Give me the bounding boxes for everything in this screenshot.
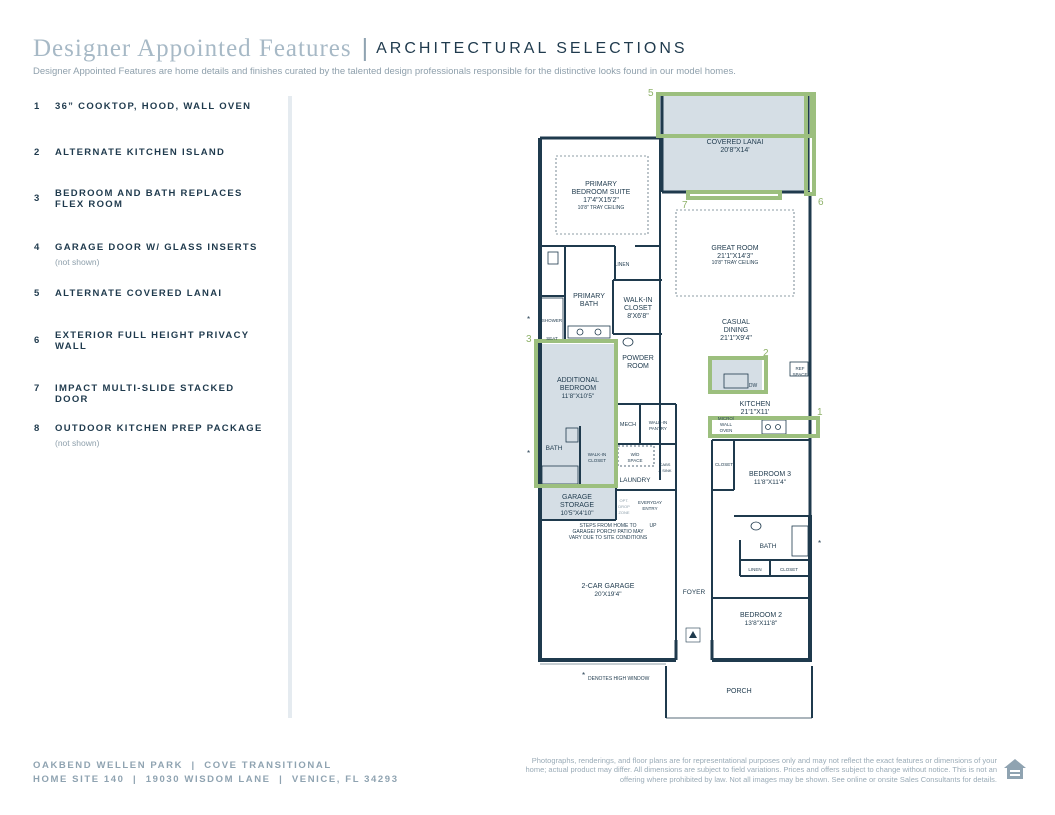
great-room-name: GREAT ROOM <box>711 245 759 252</box>
high-window-marker-3: * <box>818 539 822 548</box>
feature-label: EXTERIOR FULL HEIGHT PRIVACY WALL <box>55 330 250 352</box>
steps-note-line2: GARAGE/ PORCH/ PATIO MAY <box>572 529 644 535</box>
garage-name: 2-CAR GARAGE <box>581 583 635 590</box>
vertical-divider <box>288 96 292 718</box>
primary-suite-name2: BEDROOM SUITE <box>571 189 631 196</box>
primary-suite-dims: 17'4"X15'2" <box>583 197 619 204</box>
bedroom3-name: BEDROOM 3 <box>748 471 792 478</box>
feature-number: 8 <box>34 423 40 434</box>
callout-1: 1 <box>817 407 823 418</box>
walkin-closet2-name2: CLOSET <box>587 458 607 463</box>
powder-room-name2: ROOM <box>627 363 649 370</box>
garage-dims: 20'X19'4" <box>594 591 622 598</box>
foyer-label: FOYER <box>682 589 706 596</box>
walkin-closet-dims: 8'X6'8" <box>627 313 649 320</box>
garage-storage-name2: STORAGE <box>559 502 595 509</box>
micro-label: MICRO/ <box>717 416 735 421</box>
casual-dining-name2: DINING <box>723 327 749 334</box>
opt-drop-zone-name2: DROP <box>618 504 630 509</box>
feature-note: (not shown) <box>55 257 100 267</box>
linen2-label: LINEN <box>748 567 762 572</box>
bath2-label: BATH <box>759 543 777 550</box>
primary-suite-note: 10'8" TRAY CEILING <box>577 205 625 211</box>
high-window-marker-1: * <box>527 315 531 324</box>
feature-label: GARAGE DOOR W/ GLASS INSERTS <box>55 242 258 253</box>
feature-number: 3 <box>34 193 40 204</box>
footer-address <box>33 759 399 787</box>
linen-label: LINEN <box>614 262 630 268</box>
bath-label: BATH <box>545 445 563 452</box>
page-header <box>33 34 688 63</box>
feature-label: ALTERNATE COVERED LANAI <box>55 288 223 299</box>
opt-drop-zone-name3: ZONE <box>618 510 630 515</box>
additional-bedroom-fill <box>540 344 616 486</box>
everyday-entry-name2: ENTRY <box>642 506 658 511</box>
casual-dining-dims: 21'1"X9'4" <box>720 335 752 342</box>
kitchen-dims: 21'1"X11' <box>740 409 770 416</box>
feature-number: 1 <box>34 101 40 112</box>
bedroom2-name: BEDROOM 2 <box>739 612 783 619</box>
additional-bedroom-name2: BEDROOM <box>559 385 597 392</box>
callout-3: 3 <box>526 334 532 345</box>
ref-space-name1: REF <box>795 366 805 371</box>
kitchen-name: KITCHEN <box>739 401 771 408</box>
legal-disclaimer: Photographs, renderings, and floor plans are for representational purposes only and may not reflect the exact features or dimensions of your home; actual product may differ. All dimensions are subject to field variations. Prices and offers subject to change without notice. This is not an offering where prohibited by law. Not all images may be shown. See online or onsite Sales Consultants for details. <box>525 756 997 784</box>
feature-label: BEDROOM AND BATH REPLACES FLEX ROOM <box>55 188 243 210</box>
community-line: OAKBEND WELLEN PARK | COVE TRANSITIONAL <box>33 760 332 771</box>
feature-number: 6 <box>34 335 40 346</box>
cabs-sink-name1: CABS <box>659 462 671 467</box>
feature-label: IMPACT MULTI-SLIDE STACKED DOOR <box>55 383 235 405</box>
porch-label: PORCH <box>726 688 752 695</box>
oven-label: OVEN <box>719 428 733 433</box>
closet-label: CLOSET <box>714 462 734 467</box>
additional-bedroom-dims: 11'8"X10'5" <box>561 393 595 400</box>
equal-housing-icon <box>1002 757 1028 783</box>
intro-text: Designer Appointed Features are home details and finishes curated by the talented design professionals responsible for the distinctive looks found in our model homes. <box>33 66 736 77</box>
additional-bedroom-name1: ADDITIONAL <box>556 377 600 384</box>
feature-number: 5 <box>34 288 40 299</box>
great-room-note: 10'8" TRAY CEILING <box>711 260 759 266</box>
cabs-sink-name2: & SINK <box>658 468 672 473</box>
bedroom3-dims: 11'8"X11'4" <box>753 479 787 486</box>
page-title: Designer Appointed Features <box>33 35 352 62</box>
laundry-label: LAUNDRY <box>619 477 651 484</box>
bedroom2-dims: 13'8"X11'8" <box>744 620 778 627</box>
lanai-name: COVERED LANAI <box>706 139 764 146</box>
everyday-entry-name1: EVERYDAY <box>637 500 663 505</box>
closet2-label: CLOSET <box>779 567 799 572</box>
feature-note: (not shown) <box>55 438 100 448</box>
steps-note-line1: STEPS FROM HOME TO <box>579 523 637 529</box>
callout-5: 5 <box>648 88 654 99</box>
wall-label: WALL <box>719 422 733 427</box>
great-room-dims: 21'1"X14'3" <box>717 253 753 260</box>
primary-bath-name1: PRIMARY <box>573 293 605 300</box>
powder-room-name1: POWDER <box>622 355 654 362</box>
lanai-dims: 20'8"X14' <box>720 147 750 154</box>
garage-storage-name1: GARAGE <box>562 494 592 501</box>
title-separator: | <box>361 34 369 62</box>
feature-label: OUTDOOR KITCHEN PREP PACKAGE <box>55 423 263 434</box>
wd-space-name2: SPACE <box>627 458 643 463</box>
wd-space-name1: W/D <box>630 452 640 457</box>
page-subtitle: ARCHITECTURAL SELECTIONS <box>376 40 688 57</box>
walkin-pantry-name2: PANTRY <box>649 426 667 431</box>
walkin-pantry-name1: WALK-IN <box>648 420 668 425</box>
homesite-line: HOME SITE 140 | 19030 WISDOM LANE | VENICE, FL 34293 <box>33 774 399 785</box>
callout-7: 7 <box>682 200 688 211</box>
walkin-closet-name1: WALK-IN <box>623 297 653 304</box>
up-label: UP <box>649 523 657 529</box>
dw-label: DW <box>748 383 758 389</box>
seat-label: SEAT <box>546 336 558 341</box>
porch-outline <box>540 664 812 718</box>
callout-6: 6 <box>818 197 824 208</box>
feature-number: 4 <box>34 242 40 253</box>
opt-drop-zone-name1: OPT. <box>619 498 629 503</box>
mech-label: MECH <box>619 422 637 428</box>
ref-space-name2: SPACE <box>792 372 808 377</box>
feature-label: ALTERNATE KITCHEN ISLAND <box>55 147 226 158</box>
primary-bath-name2: BATH <box>579 301 599 308</box>
primary-suite-name1: PRIMARY <box>585 181 617 188</box>
entry-arrow-icon <box>686 628 700 642</box>
casual-dining-name1: CASUAL <box>721 319 751 326</box>
walkin-closet2-name1: WALK-IN <box>587 452 607 457</box>
asterisk-mark: * <box>582 671 586 680</box>
steps-note-line3: VARY DUE TO SITE CONDITIONS <box>568 535 648 541</box>
feature-label: 36” COOKTOP, HOOD, WALL OVEN <box>55 101 252 112</box>
walkin-closet-name2: CLOSET <box>623 305 653 312</box>
floor-plan <box>520 85 830 725</box>
garage-storage-dims: 10'5"X4'10" <box>560 510 594 517</box>
high-window-marker-2: * <box>527 449 531 458</box>
feature-number: 2 <box>34 147 40 158</box>
callout-2: 2 <box>763 348 769 359</box>
shower-label: SHOWER <box>541 318 563 323</box>
high-window-note: DENOTES HIGH WINDOW <box>588 676 650 682</box>
feature-number: 7 <box>34 383 40 394</box>
